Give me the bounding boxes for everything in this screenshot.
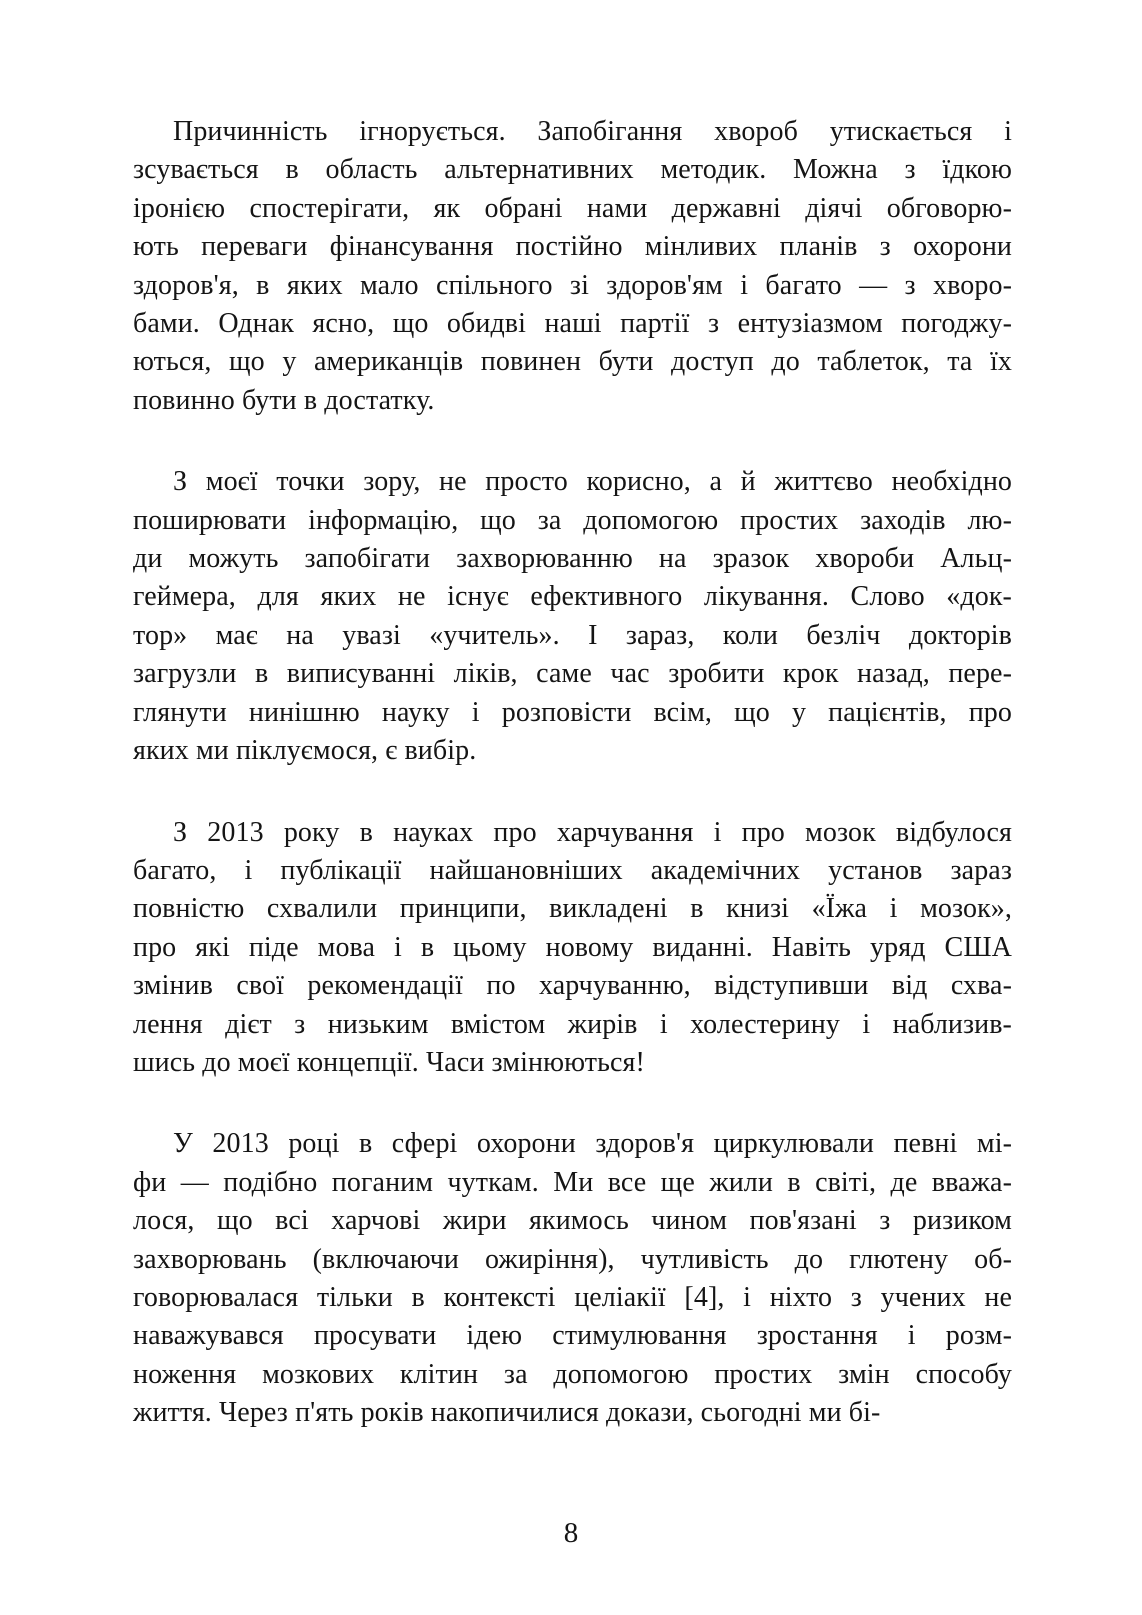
text-line: змінив свої рекомендації по харчуванню, відступивши від схва- [133,970,1012,1002]
text-line: говорювалася тільки в контексті целіакії [4], і ніхто з учених не [133,1281,1012,1313]
text-line: ди можуть запобігати захворюванню на зразок хвороби Альц- [133,543,1012,575]
text-line: життя. Через п'ять років накопичилися докази, сьогодні ми бі- [133,1397,881,1429]
text-line: тор» має на увазі «учитель». І зараз, коли безліч докторів [133,619,1012,651]
text-line: У 2013 році в сфері охорони здоров'я циркулювали певні мі- [173,1128,1012,1160]
text-line: повинно бути в достатку. [133,384,435,416]
text-line: З 2013 року в науках про харчування і про мозок відбулося [173,816,1012,848]
text-line: про які піде мова і в цьому новому виданні. Навіть уряд США [133,931,1012,963]
text-line: поширювати інформацію, що за допомогою простих заходів лю- [133,504,1012,536]
text-line: фи — подібно поганим чуткам. Ми все ще жили в світі, де вважа- [133,1166,1012,1198]
text-line: багато, і публікації найшановніших академічних установ зараз [133,854,1012,886]
text-line: здоров'я, в яких мало спільного зі здоров'ям і багато — з хворо- [133,269,1012,301]
text-line: ються, що у американців повинен бути доступ до таблеток, та їх [133,346,1012,378]
text-line: лося, що всі харчові жири якимось чином пов'язані з ризиком [133,1205,1012,1237]
text-line: зсувається в область альтернативних методик. Можна з їдкою [133,154,1012,186]
text-line: ють переваги фінансування постійно мінливих планів з охорони [133,231,1012,263]
paragraph [133,113,1012,420]
text-line: глянути нинішню науку і розповісти всім, що у пацієнтів, про [133,696,1012,728]
text-line: наважувався просувати ідею стимулювання зростання і розм- [133,1320,1012,1352]
text-line: ноження мозкових клітин за допомогою простих змін способу [133,1358,1012,1390]
text-line: яких ми піклуємося, є вибір. [133,735,477,767]
text-line: загрузли в виписуванні ліків, саме час зробити крок назад, пере- [133,658,1012,690]
paragraph [133,814,1012,1083]
text-line: шись до моєї концепції. Часи змінюються! [133,1046,645,1078]
page-number: 8 [563,1517,579,1549]
text-line: лення дієт з низьким вмістом жирів і холестерину і наблизив- [133,1008,1012,1040]
text-block [133,113,1012,1433]
text-line: геймера, для яких не існує ефективного лікування. Слово «док- [133,581,1012,613]
text-line: повністю схвалили принципи, викладені в книзі «Їжа і мозок», [133,893,1012,925]
text-line: З моєї точки зору, не просто корисно, а й життєво необхідно [173,466,1012,498]
text-line: іронією спостерігати, як обрані нами державні діячі обговорю- [133,192,1012,224]
text-line: бами. Однак ясно, що обидві наші партії з ентузіазмом погоджу- [133,308,1012,340]
paragraph [133,1125,1012,1432]
text-line: захворювань (включаючи ожиріння), чутливість до глютену об- [133,1243,1012,1275]
text-line: Причинність ігнорується. Запобігання хвороб утискається і [173,116,1012,147]
paragraph [133,463,1012,770]
